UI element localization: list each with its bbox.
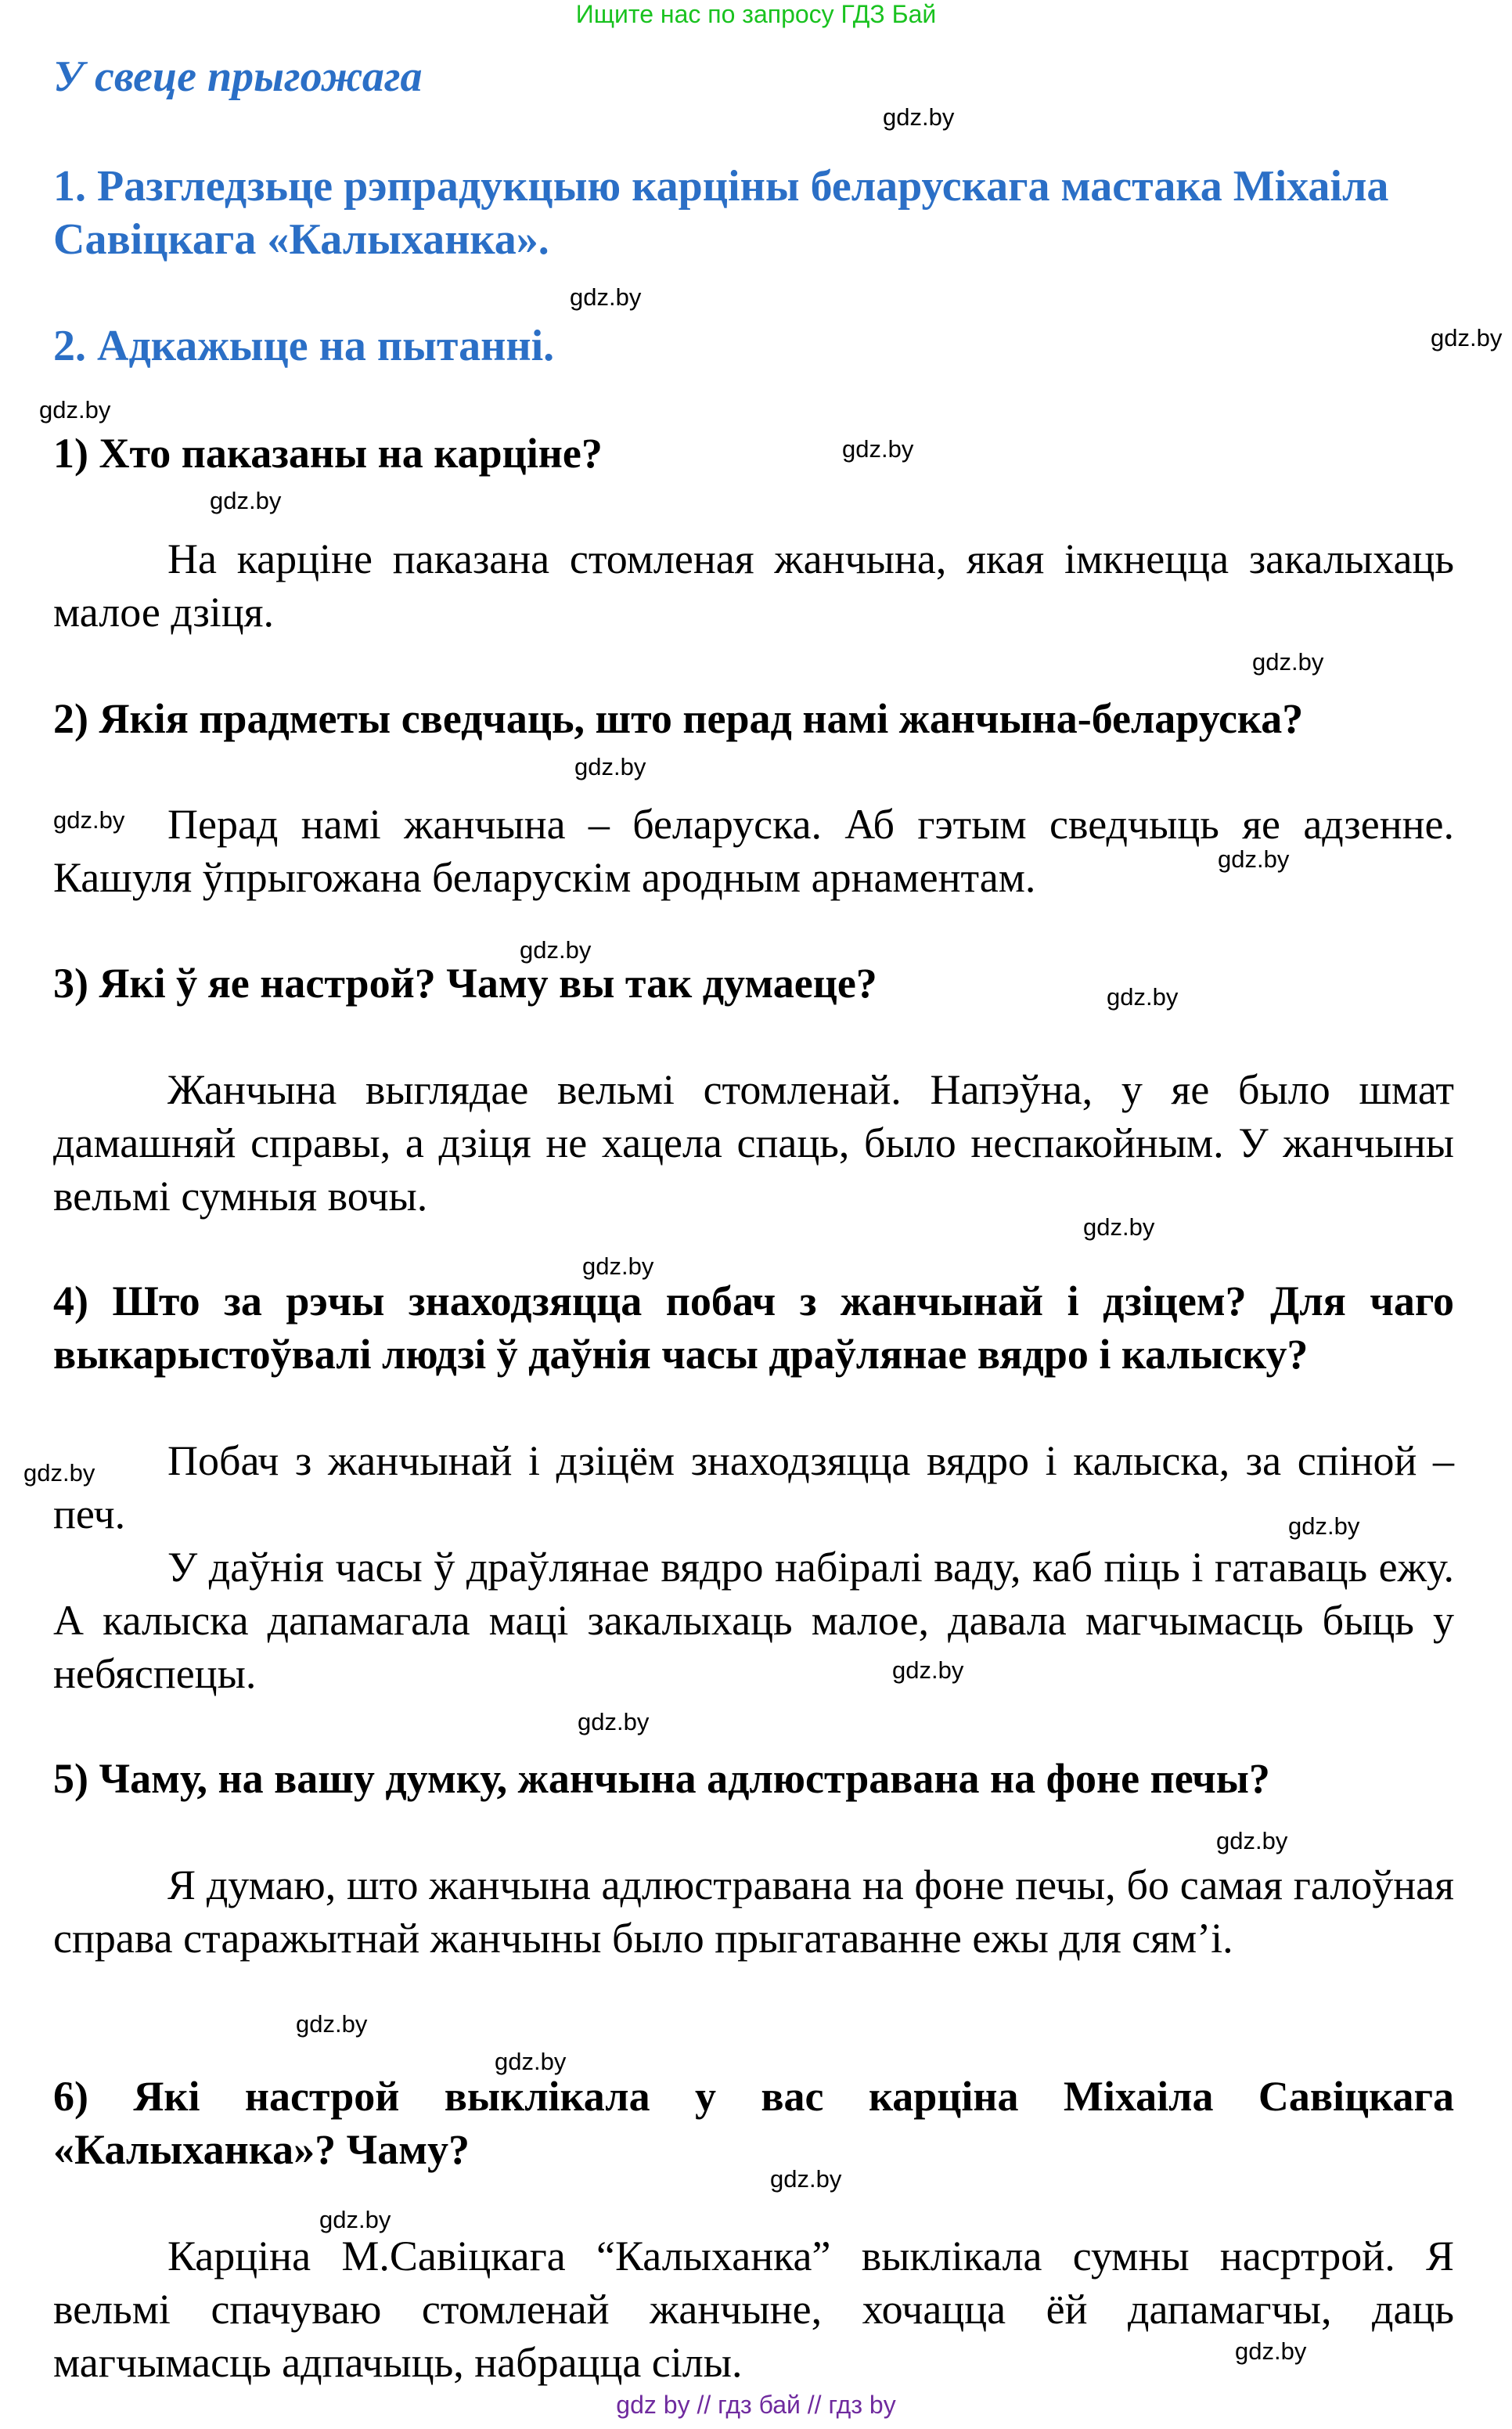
watermark: gdz.by bbox=[520, 936, 592, 964]
question-6: 6) Які настрой выклікала у вас карціна Міхаіла Савіцкага «Калыханка»? Чаму? bbox=[53, 2073, 1454, 2173]
question-4: 4) Што за рэчы знаходзяцца побач з жанчынай і дзіцем? Для чаго выкарыстоўвалі людзі ў даўнія часы драўлянае вядро і калыску? bbox=[53, 1278, 1454, 1378]
watermark: gdz.by bbox=[770, 2165, 842, 2193]
watermark: gdz.by bbox=[23, 1459, 95, 1487]
question-2: 2) Якія прадметы сведчаць, што перад намі жанчына-беларуска? bbox=[53, 695, 1304, 742]
answer-6: Карціна М.Савіцкага “Калыханка” выклікала сумны насртрой. Я вельмі спачуваю стомленай жанчыне, хочацца ёй дапамагчы, даць магчымасць адпачыць, набрацца сілы. bbox=[53, 2233, 1454, 2386]
watermark: gdz.by bbox=[570, 283, 642, 311]
watermark: gdz.by bbox=[892, 1656, 964, 1684]
top-banner: Ищите нас по запросу ГДЗ Бай bbox=[575, 0, 937, 28]
footer-link-gdz-by-cyr[interactable]: гдз by bbox=[828, 2391, 896, 2419]
watermark: gdz.by bbox=[296, 2010, 368, 2038]
watermark: gdz.by bbox=[53, 806, 125, 834]
watermark: gdz.by bbox=[1218, 845, 1290, 873]
watermark: gdz.by bbox=[883, 103, 955, 131]
answer-2: Перад намі жанчына – беларуска. Аб гэтым сведчыць яе адзенне. Кашуля ўпрыгожана беларускім ародным арнаментам. bbox=[53, 801, 1454, 901]
answer-4-part-2: У даўнія часы ў драўлянае вядро набіралі ваду, каб піць і гатаваць ежу. А калыска дапамагала маці закалыхаць малое, давала магчымасць быць у небяспецы. bbox=[53, 1544, 1454, 1697]
footer-link-gdz-by[interactable]: gdz by bbox=[616, 2391, 690, 2419]
watermark: gdz.by bbox=[1083, 1213, 1155, 1241]
watermark: gdz.by bbox=[319, 2206, 391, 2233]
footer-link-gdz-bai[interactable]: гдз бай bbox=[718, 2391, 801, 2419]
section-title: У свеце прыгожага bbox=[53, 52, 423, 101]
answer-5: Я думаю, што жанчына адлюстравана на фоне печы, бо самая галоўная справа старажытнай жанчыны было прыгатаванне ежы для сям’і. bbox=[53, 1861, 1454, 1962]
watermark: gdz.by bbox=[1431, 324, 1503, 351]
question-5: 5) Чаму, на вашу думку, жанчына адлюстравана на фоне печы? bbox=[53, 1755, 1270, 1802]
task-2: 2. Адкажыце на пытанні. bbox=[53, 322, 555, 370]
question-3: 3) Які ў яе настрой? Чаму вы так думаеце? bbox=[53, 960, 877, 1007]
footer-separator: // bbox=[800, 2391, 829, 2419]
watermark: gdz.by bbox=[210, 487, 282, 514]
watermark: gdz.by bbox=[1216, 1827, 1288, 1854]
task-1: 1. Разгледзьце рэпрадукцыю карціны беларускага мастака Міхаіла Савіцкага «Калыханка». bbox=[53, 162, 1389, 264]
watermark: gdz.by bbox=[1235, 2337, 1307, 2365]
footer-separator: // bbox=[689, 2391, 718, 2419]
question-1: 1) Хто паказаны на карціне? bbox=[53, 430, 603, 477]
watermark: gdz.by bbox=[1252, 648, 1324, 676]
watermark: gdz.by bbox=[574, 753, 646, 780]
watermark: gdz.by bbox=[39, 396, 111, 423]
watermark: gdz.by bbox=[495, 2048, 567, 2075]
watermark: gdz.by bbox=[1288, 1512, 1360, 1540]
watermark: gdz.by bbox=[578, 1708, 650, 1735]
footer-links bbox=[0, 2389, 1512, 2420]
watermark: gdz.by bbox=[1107, 983, 1179, 1011]
watermark: gdz.by bbox=[582, 1252, 654, 1280]
answer-4-part-1: Побач з жанчынай і дзіцём знаходзяцца вядро і калыска, за спіной – печ. bbox=[53, 1437, 1454, 1537]
watermark: gdz.by bbox=[842, 435, 914, 463]
answer-1: На карціне паказана стомленая жанчына, якая імкнецца закалыхаць малое дзіця. bbox=[53, 535, 1454, 636]
answer-3: Жанчына выглядае вельмі стомленай. Напэўна, у яе было шмат дамашняй справы, а дзіця не хацела спаць, было неспакойным. У жанчыны вельмі сумныя вочы. bbox=[53, 1066, 1454, 1220]
